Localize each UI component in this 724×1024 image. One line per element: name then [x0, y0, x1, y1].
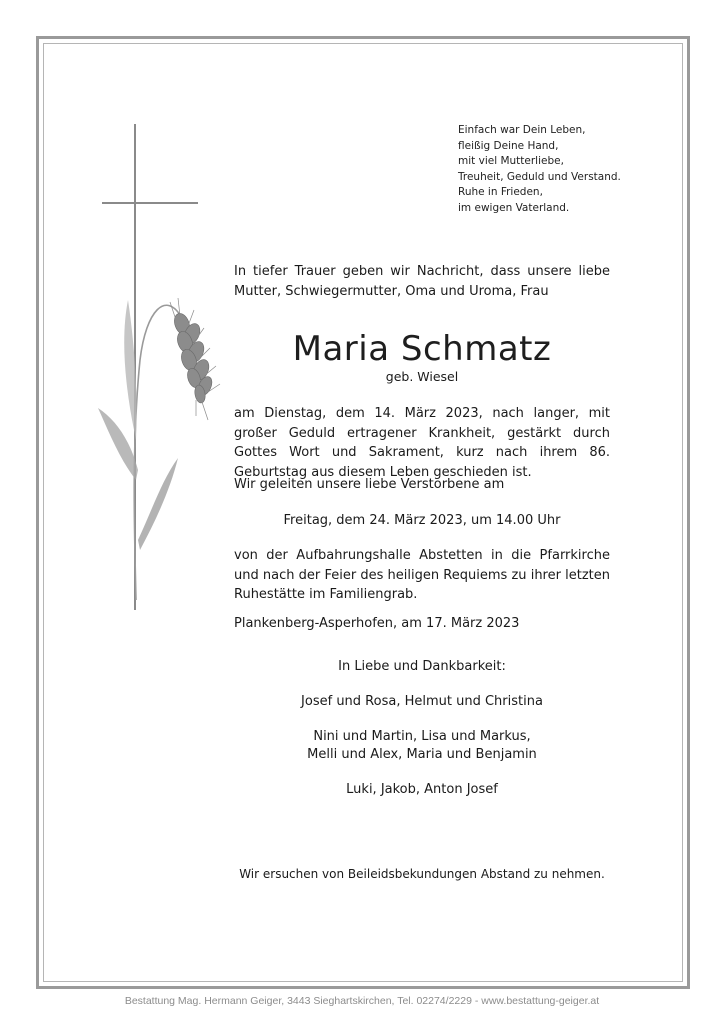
mourner-line: Melli und Alex, Maria und Benjamin	[307, 747, 537, 762]
place-date: Plankenberg-Asperhofen, am 17. März 2023	[234, 616, 520, 631]
footer-imprint: Bestattung Mag. Hermann Geiger, 3443 Sieghartskirchen, Tel. 02274/2229 - www.bestattung-geiger.at	[124, 995, 600, 1007]
funeral-intro: Wir geleiten unsere liebe Verstorbene am	[234, 477, 505, 492]
funeral-details: von der Aufbahrungshalle Abstetten in die Pfarrkirche und nach der Feier des heiligen Requiems zu ihrer letzten Ruhestätte im Familiengrab.	[234, 548, 610, 602]
poem-line: Ruhe in Frieden,	[458, 186, 543, 199]
closing-line: In Liebe und Dankbarkeit:	[338, 659, 506, 674]
deceased-name: Maria Schmatz	[292, 329, 552, 369]
poem-line: fleißig Deine Hand,	[458, 139, 559, 152]
wheat-ear-icon	[90, 280, 240, 610]
cross-horizontal-beam	[102, 202, 198, 204]
poem-line: Einfach war Dein Leben,	[458, 124, 586, 136]
death-notice: am Dienstag, dem 14. März 2023, nach langer, mit großer Geduld ertragener Krankheit, gestärkt durch Gottes Wort und Sakrament, kurz nach ihrem 86. Geburtstag aus diesem Leben geschieden ist.	[234, 406, 610, 480]
birth-name: geb. Wiesel	[385, 369, 459, 384]
mourner-line: Nini und Martin, Lisa und Markus,	[313, 729, 531, 744]
poem-line: im ewigen Vaterland.	[458, 201, 570, 214]
intro-text: In tiefer Trauer geben wir Nachricht, dass unsere liebe Mutter, Schwiegermutter, Oma und Uroma, Frau	[234, 264, 610, 299]
mourner-line: Luki, Jakob, Anton Josef	[346, 782, 498, 797]
poem	[458, 123, 678, 217]
poem-line: mit viel Mutterliebe,	[458, 155, 564, 168]
condolence-note: Wir ersuchen von Beileidsbekundungen Abstand zu nehmen.	[239, 867, 605, 881]
mourner-line: Josef und Rosa, Helmut und Christina	[301, 694, 543, 709]
funeral-date: Freitag, dem 24. März 2023, um 14.00 Uhr	[283, 513, 561, 528]
poem-line: Treuheit, Geduld und Verstand.	[458, 170, 621, 183]
